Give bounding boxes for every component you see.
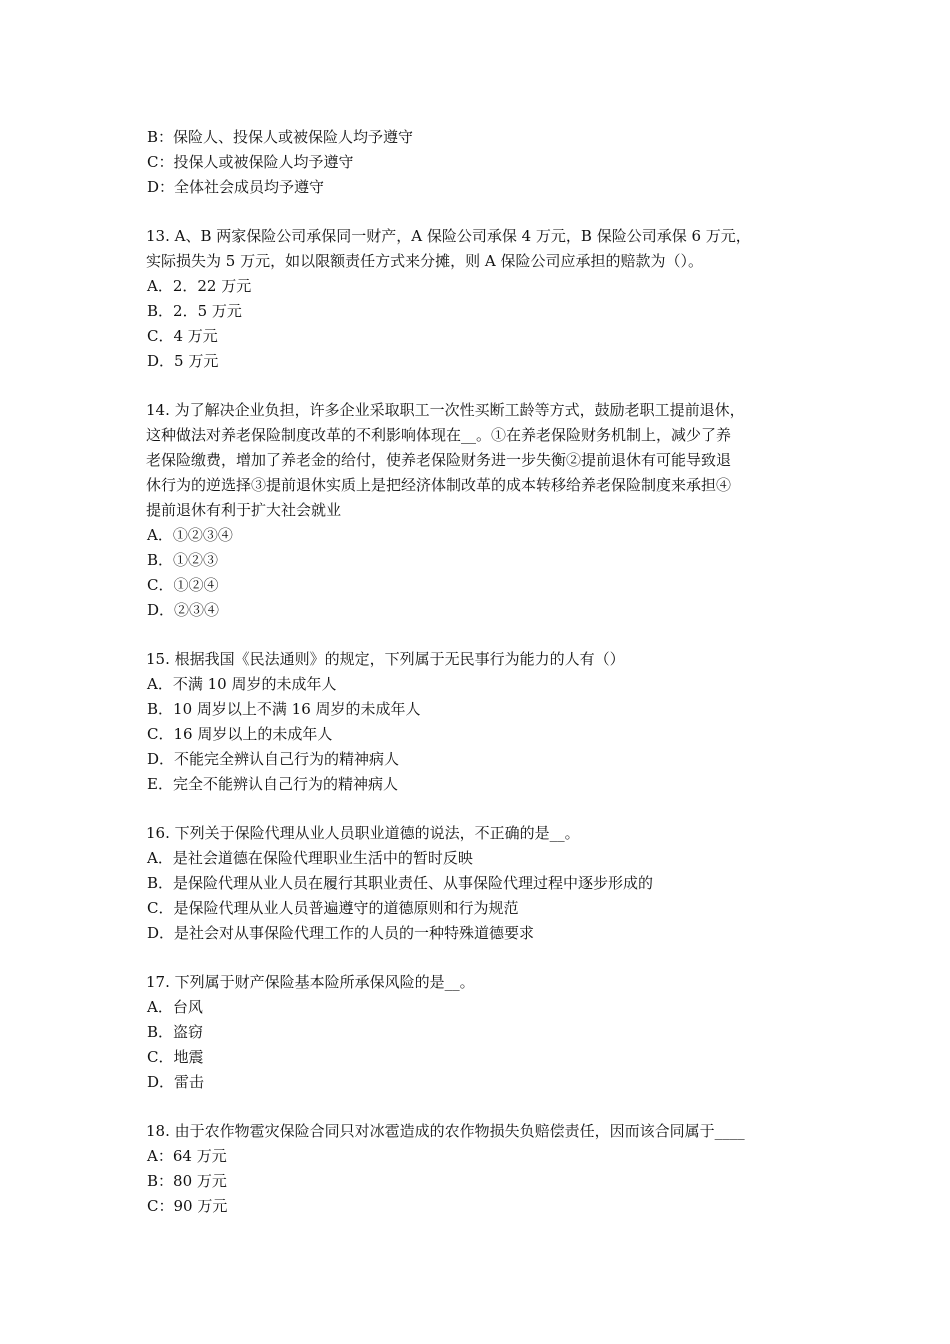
option-d: D．②③④	[147, 601, 220, 619]
option-c: C：投保人或被保险人均予遵守	[147, 153, 354, 171]
question-stem: 15. 根据我国《民法通则》的规定，下列属于无民事行为能力的人有（）	[146, 650, 625, 668]
option-d: D：全体社会成员均予遵守	[147, 178, 325, 196]
option-b: B．是保险代理从业人员在履行其职业责任、从事保险代理过程中逐步形成的	[147, 874, 654, 892]
option-b: B：保险人、投保人或被保险人均予遵守	[147, 128, 414, 146]
option-d: D．不能完全辨认自己行为的精神病人	[147, 750, 400, 768]
question-13	[146, 224, 811, 374]
option-e: E．完全不能辨认自己行为的精神病人	[147, 775, 398, 793]
option-d: D．是社会对从事保险代理工作的人员的一种特殊道德要求	[147, 924, 535, 942]
option-a: A．①②③④	[147, 526, 233, 544]
question-14	[146, 398, 811, 623]
question-12-continued	[146, 125, 811, 200]
question-16	[146, 821, 811, 946]
option-c: C．①②④	[147, 576, 219, 594]
question-stem: 18. 由于农作物雹灾保险合同只对冰雹造成的农作物损失负赔偿责任，因而该合同属于____	[146, 1122, 745, 1140]
question-stem: 实际损失为 5 万元，如以限额责任方式来分摊，则 A 保险公司应承担的赔款为（）。	[146, 252, 703, 270]
option-c: C．是保险代理从业人员普遍遵守的道德原则和行为规范	[147, 899, 519, 917]
question-17	[146, 970, 811, 1095]
option-b: B．10 周岁以上不满 16 周岁的未成年人	[147, 700, 421, 718]
question-stem: 老保险缴费，增加了养老金的给付，使养老保险财务进一步失衡②提前退休有可能导致退	[146, 451, 732, 469]
option-d: D．5 万元	[147, 352, 219, 370]
question-stem: 17. 下列属于财产保险基本险所承保风险的是__。	[146, 973, 475, 991]
option-c: C．16 周岁以上的未成年人	[147, 725, 333, 743]
option-c: C．4 万元	[147, 327, 218, 345]
option-b: B．①②③	[147, 551, 219, 569]
question-stem: 13. A、B 两家保险公司承保同一财产，A 保险公司承保 4 万元，B 保险公司承保 6 万元，	[146, 227, 751, 245]
option-c: C．地震	[147, 1048, 204, 1066]
option-d: D．雷击	[147, 1073, 205, 1091]
exam-page	[146, 125, 811, 1219]
question-15	[146, 647, 811, 797]
option-a: A．是社会道德在保险代理职业生活中的暂时反映	[147, 849, 473, 867]
question-stem: 这种做法对养老保险制度改革的不利影响体现在__。①在养老保险财务机制上，减少了养	[146, 426, 732, 444]
option-a: A．2．22 万元	[147, 277, 252, 295]
question-18	[146, 1119, 811, 1219]
option-a: A．台风	[147, 998, 203, 1016]
option-a: A．不满 10 周岁的未成年人	[147, 675, 337, 693]
question-stem: 提前退休有利于扩大社会就业	[146, 501, 342, 519]
option-a: A：64 万元	[147, 1147, 227, 1165]
option-b: B．盗窃	[147, 1023, 204, 1041]
question-stem: 16. 下列关于保险代理从业人员职业道德的说法，不正确的是__。	[146, 824, 580, 842]
option-b: B．2．5 万元	[147, 302, 242, 320]
option-c: C：90 万元	[147, 1197, 228, 1215]
option-b: B：80 万元	[147, 1172, 227, 1190]
question-stem: 14. 为了解决企业负担，许多企业采取职工一次性买断工龄等方式，鼓励老职工提前退休，	[146, 401, 745, 419]
question-stem: 休行为的逆选择③提前退休实质上是把经济体制改革的成本转移给养老保险制度来承担④	[146, 476, 732, 494]
